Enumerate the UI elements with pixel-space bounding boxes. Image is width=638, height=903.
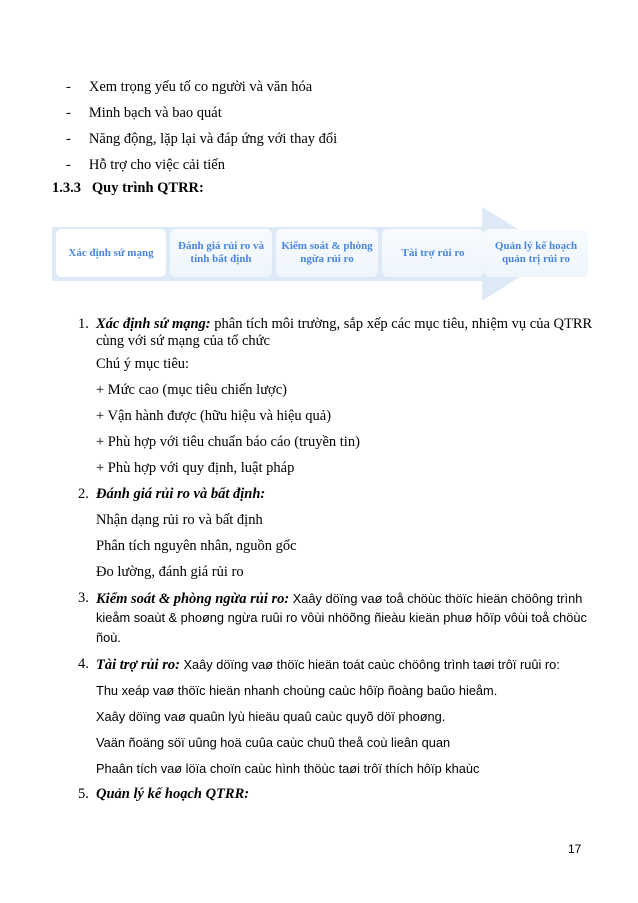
item-continuation: ñoù.: [96, 630, 121, 645]
page-number: 17: [568, 842, 582, 856]
item-line: Phân tích nguyên nhân, nguồn gốc: [96, 538, 297, 554]
item-line: Xaây döïng vaø quaûn lyù hieäu quaû caùc quyõ döï phoøng.: [96, 709, 446, 724]
item-number: 3.: [78, 590, 89, 606]
item-line: + Mức cao (mục tiêu chiến lược): [96, 382, 287, 398]
item-line: Nhận dạng rủi ro và bất định: [96, 512, 263, 528]
item-first-line: Kiểm soát & phòng ngừa rủi ro: Xaây döïng vaø toå chöùc thöïc hieän chöông trình: [96, 591, 583, 607]
item-number: 5.: [78, 786, 89, 802]
item-line: Phaân tích vaø löïa choïn caùc hình thöùc taøi trôï thích hôïp khaùc: [96, 761, 480, 776]
item-heading: Quản lý kế hoạch QTRR:: [96, 786, 250, 802]
item-heading: Đánh giá rủi ro và bất định:: [96, 486, 266, 502]
process-diagram: [52, 205, 612, 305]
item-number: 1.: [78, 316, 89, 332]
item-continuation: cùng với sứ mạng của tổ chức: [96, 333, 270, 349]
item-first-line: Xác định sứ mạng: phân tích môi trường, sắp xếp các mục tiêu, nhiệm vụ của QTRR: [96, 316, 593, 332]
bullet-item: - Năng động, lặp lại và đáp ứng với thay đổi: [66, 131, 338, 147]
process-step-2: Đánh giá rủi ro và tính bất định: [170, 229, 272, 277]
item-continuation: kieåm soaùt & phoøng ngừa ruûi ro vôùi nhöõng ñieàu kieän phuø hôïp vôùi toå chöùc: [96, 610, 587, 625]
process-step-1: Xác định sứ mạng: [56, 229, 166, 277]
item-line: Vaän ñoäng söï uûng hoä cuûa caùc chuû theå coù lieân quan: [96, 735, 451, 750]
bullet-item: - Hỗ trợ cho việc cải tiến: [66, 157, 225, 173]
bullet-item: - Xem trọng yếu tố co người và văn hóa: [66, 79, 313, 95]
item-line: Chú ý mục tiêu:: [96, 356, 190, 372]
item-line: + Phù hợp với tiêu chuẩn báo cáo (truyền tin): [96, 434, 360, 450]
section-heading: 1.3.3 Quy trình QTRR:: [52, 180, 204, 196]
process-step-4: Tài trợ rủi ro: [382, 229, 484, 277]
item-line: Đo lường, đánh giá rủi ro: [96, 564, 244, 580]
item-number: 4.: [78, 656, 89, 672]
process-step-5: Quản lý kế hoạch quản trị rủi ro: [484, 229, 588, 277]
item-line: + Phù hợp với quy định, luật pháp: [96, 460, 295, 476]
item-first-line: Tài trợ rủi ro: Xaây döïng vaø thöïc hieän toát caùc chöông trình taøi trôï ruûi ro:: [96, 657, 560, 673]
item-line: + Vận hành được (hữu hiệu và hiệu quả): [96, 408, 332, 424]
item-number: 2.: [78, 486, 89, 502]
item-line: Thu xeáp vaø thöïc hieän nhanh choùng caùc hôïp ñoàng baûo hieåm.: [96, 683, 498, 698]
bullet-item: - Minh bạch và bao quát: [66, 105, 222, 121]
process-step-3: Kiểm soát & phòng ngừa rủi ro: [276, 229, 378, 277]
